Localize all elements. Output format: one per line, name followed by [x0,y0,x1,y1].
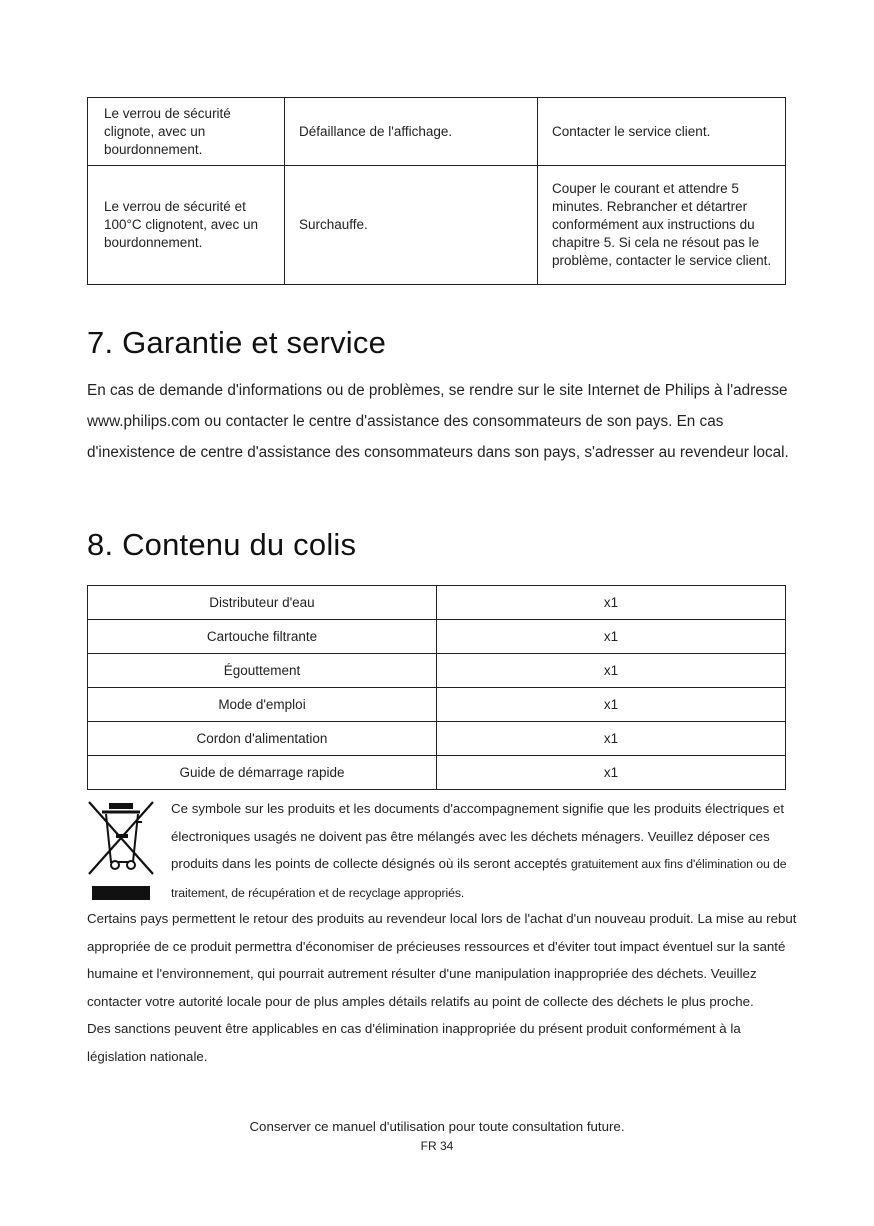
table-row [88,688,786,722]
item-name: Cartouche filtrante [88,620,437,654]
table-row [88,586,786,620]
item-qty: x1 [437,654,786,688]
item-qty: x1 [437,620,786,654]
crossed-out-wheelie-bin-icon [86,800,156,904]
table-row [88,166,786,285]
disposal-text: Certains pays permettent le retour des produits au revendeur local lors de l'achat d'un nouveau produit. La mise au rebut appropriée de ce produit permettra d'économiser de précieuses ressources et d'éviter tout impact éventuel sur la santé humaine et l'environnement, qui pourrait autrement résulter d'une manipulation inappropriée des déchets. Veuillez contacter votre autorité locale pour de plus amples détails relatifs au point de collecte des déchets le plus proche. [87,911,797,1009]
item-qty: x1 [437,688,786,722]
symptom-cell: Le verrou de sécurité clignote, avec un bourdonnement. [88,98,285,166]
item-qty: x1 [437,756,786,790]
item-name: Mode d'emploi [88,688,437,722]
table-row [88,756,786,790]
item-name: Distributeur d'eau [88,586,437,620]
weee-notice [171,795,796,907]
section-heading-package-contents: 8. Contenu du colis [87,527,357,562]
item-qty: x1 [437,722,786,756]
item-name: Guide de démarrage rapide [88,756,437,790]
item-qty: x1 [437,586,786,620]
symptom-cell: Le verrou de sécurité et 100°C clignotent, avec un bourdonnement. [88,166,285,285]
table-row [88,722,786,756]
disposal-paragraph [87,905,799,1071]
warranty-paragraph: En cas de demande d'informations ou de problèmes, se rendre sur le site Internet de Philips à l'adresse www.philips.com ou contacter le centre d'assistance des consommateurs de son pays. En cas d'inexistence de centre d'assistance des consommateurs dans son pays, s'adresser au revendeur local. [87,382,789,461]
package-contents-table [87,585,786,790]
cause-cell: Défaillance de l'affichage. [285,98,538,166]
sanctions-text: Des sanctions peuvent être applicables en cas d'élimination inappropriée du présent produit conformément à la législation nationale. [87,1021,741,1064]
weee-intro-end: gratuitement aux fins d'élimination ou de traitement, de récupération et de recyclage appropriés. [171,857,787,900]
solution-cell: Contacter le service client. [538,98,786,166]
footer-note: Conserver ce manuel d'utilisation pour toute consultation future. [249,1119,625,1134]
item-name: Égouttement [88,654,437,688]
section-heading-warranty: 7. Garantie et service [87,325,387,360]
item-name: Cordon d'alimentation [88,722,437,756]
table-row [88,98,786,166]
solution-cell: Couper le courant et attendre 5 minutes. Rebrancher et détartrer conformément aux instructions du chapitre 5. Si cela ne résout pas le problème, contacter le service client. [538,166,786,285]
page-number: FR 34 [420,1139,454,1153]
troubleshooting-table [87,97,786,285]
table-row [88,620,786,654]
table-row [88,654,786,688]
cause-cell: Surchauffe. [285,166,538,285]
weee-intro: Ce symbole sur les produits et les documents d'accompagnement signifie que les produits électriques et électroniques usagés ne doivent pas être mélangés avec les déchets ménagers. Veuillez déposer ces produits dans les points de collecte désignés où ils seront acceptés [171,801,785,871]
